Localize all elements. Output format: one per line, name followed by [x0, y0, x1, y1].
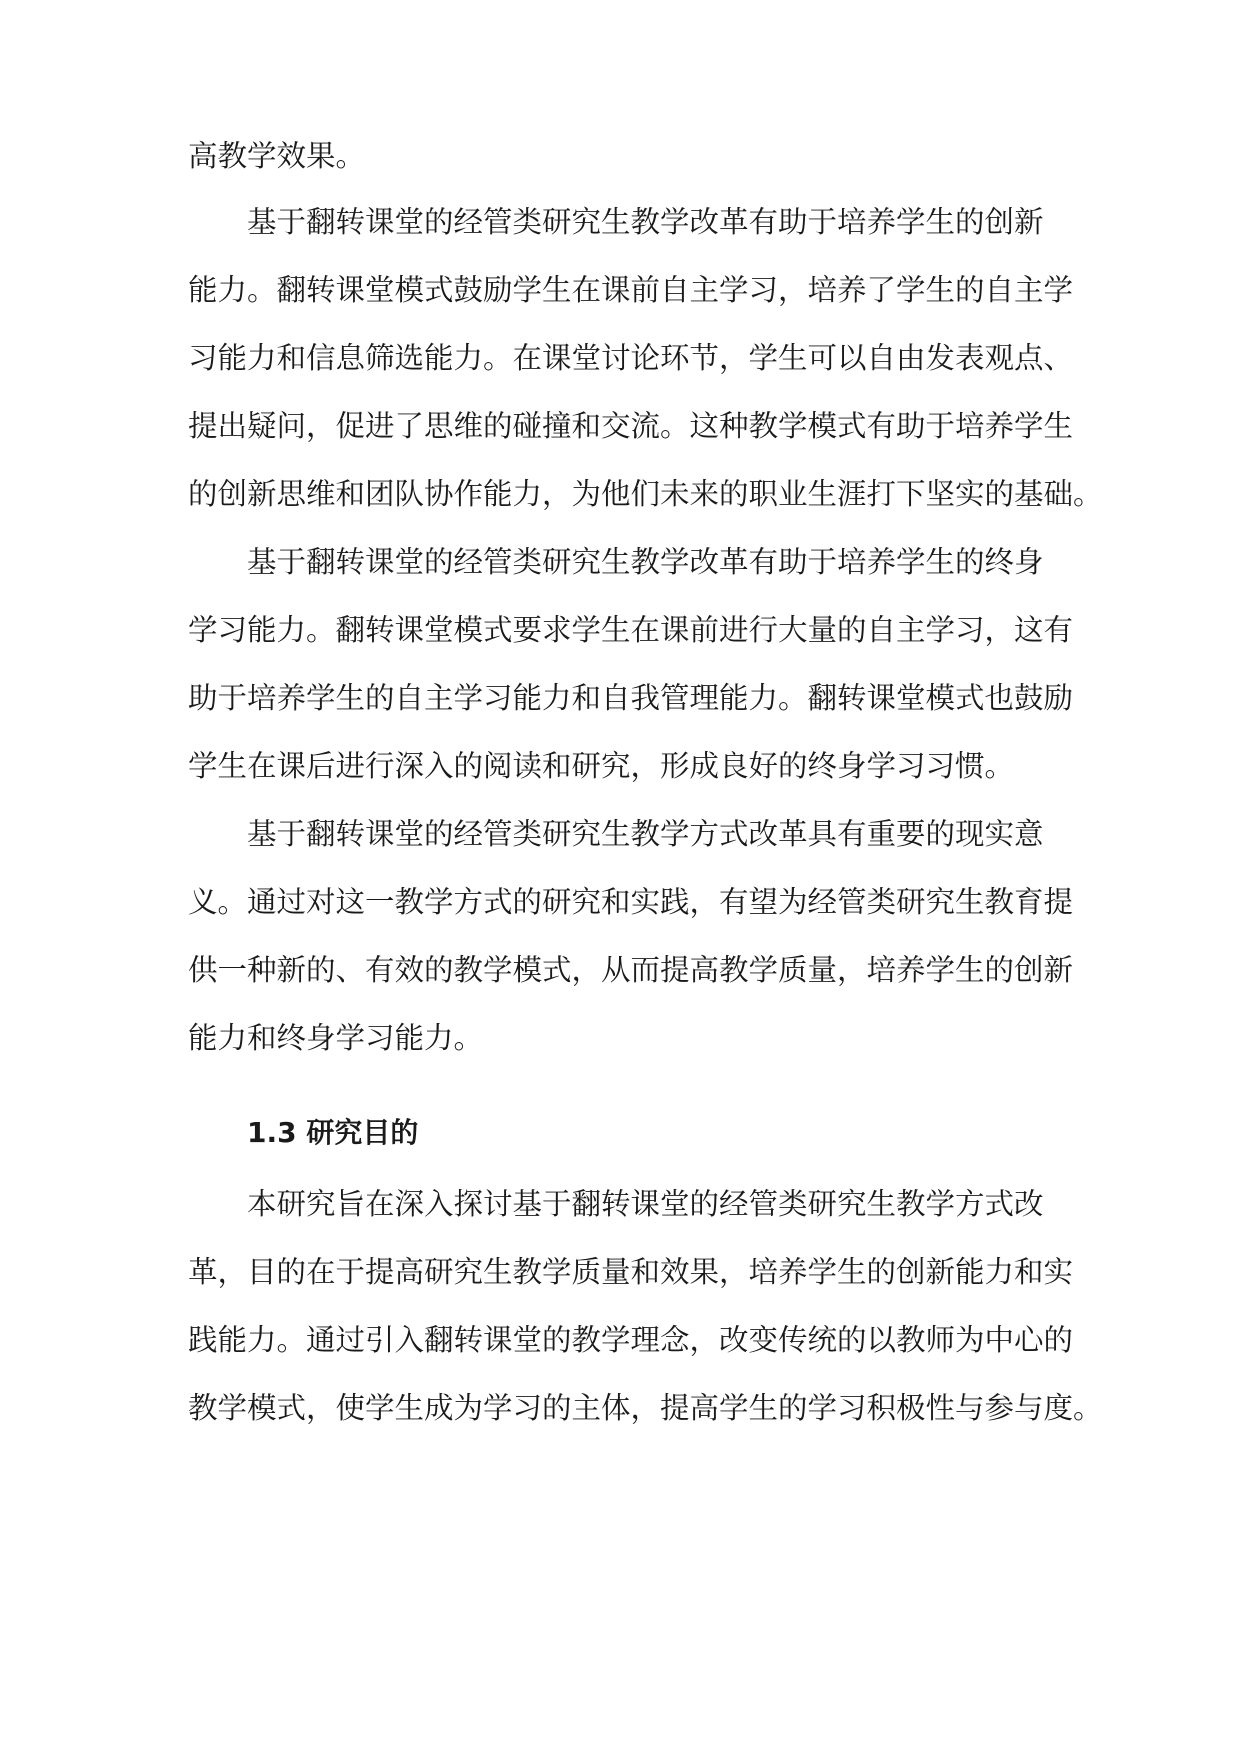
text-line: 本研究旨在深入探讨基于翻转课堂的经管类研究生教学方式改	[247, 1187, 1044, 1221]
text-line: 高教学效果。	[188, 139, 366, 173]
text-line: 义。通过对这一教学方式的研究和实践，有望为经管类研究生教育提	[188, 885, 1074, 919]
text-line: 学习能力。翻转课堂模式要求学生在课前进行大量的自主学习，这有	[188, 613, 1074, 647]
section-heading: 1.3 研究目的	[247, 1116, 419, 1149]
text-line: 学生在课后进行深入的阅读和研究，形成良好的终身学习习惯。	[188, 749, 1015, 783]
text-line: 基于翻转课堂的经管类研究生教学改革有助于培养学生的终身	[247, 545, 1044, 579]
text-line: 教学模式，使学生成为学习的主体，提高学生的学习积极性与参与度。	[188, 1391, 1103, 1425]
text-line: 提出疑问，促进了思维的碰撞和交流。这种教学模式有助于培养学生	[188, 409, 1074, 443]
text-line: 践能力。通过引入翻转课堂的教学理念，改变传统的以教师为中心的	[188, 1323, 1074, 1357]
text-line: 革，目的在于提高研究生教学质量和效果，培养学生的创新能力和实	[188, 1255, 1074, 1289]
text-line: 助于培养学生的自主学习能力和自我管理能力。翻转课堂模式也鼓励	[188, 681, 1074, 715]
text-line: 习能力和信息筛选能力。在课堂讨论环节，学生可以自由发表观点、	[188, 341, 1074, 375]
text-line: 的创新思维和团队协作能力，为他们未来的职业生涯打下坚实的基础。	[188, 477, 1103, 511]
text-line: 能力和终身学习能力。	[188, 1021, 484, 1055]
text-line: 基于翻转课堂的经管类研究生教学方式改革具有重要的现实意	[247, 817, 1044, 851]
text-line: 基于翻转课堂的经管类研究生教学改革有助于培养学生的创新	[247, 205, 1044, 239]
text-line: 供一种新的、有效的教学模式，从而提高教学质量，培养学生的创新	[188, 953, 1074, 987]
text-line: 能力。翻转课堂模式鼓励学生在课前自主学习，培养了学生的自主学	[188, 273, 1074, 307]
